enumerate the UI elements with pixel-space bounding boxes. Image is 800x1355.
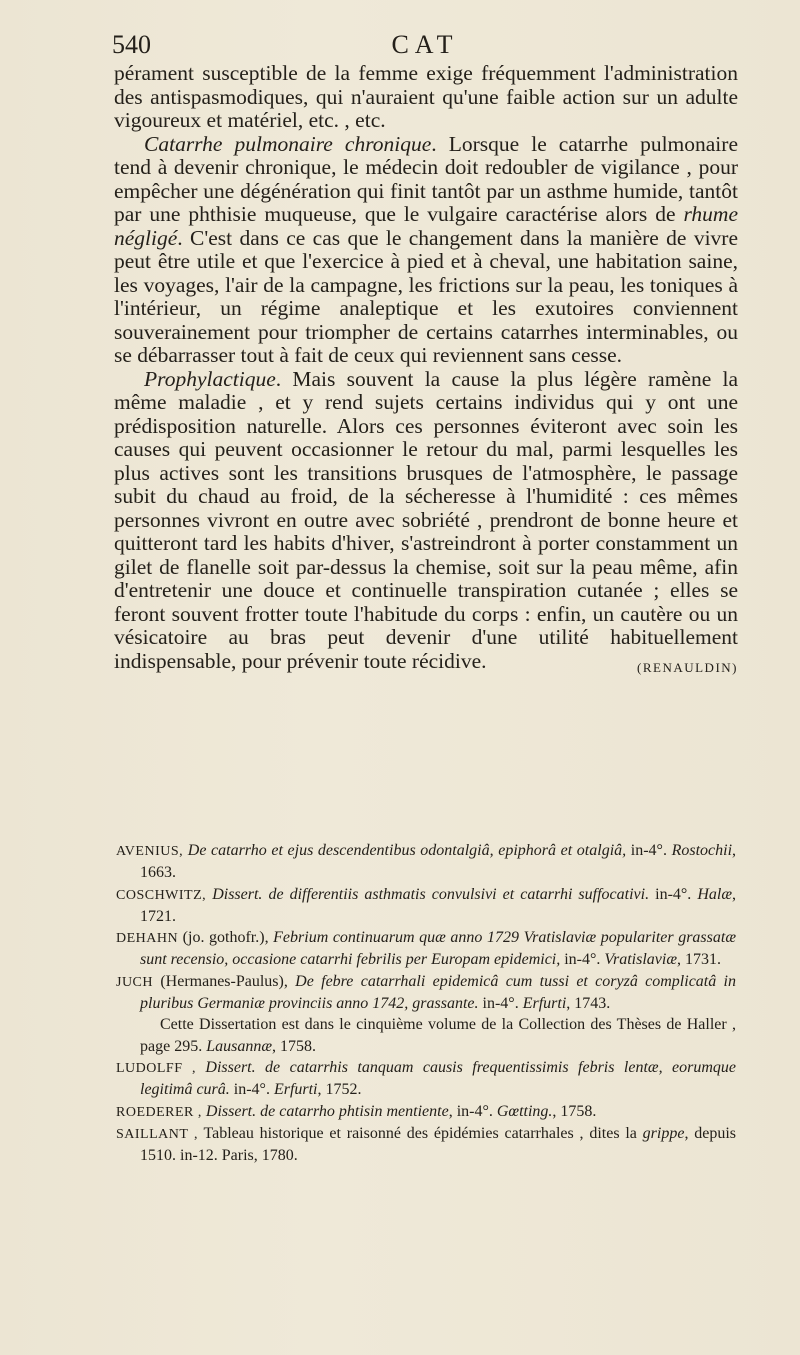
main-text [114, 62, 738, 679]
section-title-catarrhe: Catarrhe pulmonaire chronique [144, 131, 432, 156]
ref-avenius: AVENIUS, De catarrho et ejus descendentibus odontalgiâ, epiphorâ et otalgiâ, in-4°. Rostochii, 1663. [116, 842, 737, 882]
bibliography [116, 840, 736, 1166]
paragraph-3: Prophylactique. Mais souvent la cause la plus légère ramène la même maladie , et y rend sujets certains individus qui y ont une prédisposition naturelle. Alors ces personnes éviteront avec soin les causes qui peuvent occasionner le retour du mal, parmi lesquelles les plus actives sont les transitions brusques de l'atmosphère, le passage subit du chaud au froid, de la sécheresse à l'humidité : ces mêmes personnes vivront en outre avec sobriété , prendront de bonne heure et quitteront tard les habits d'hiver, s'astreindront à porter constamment un gilet de flanelle soit par-dessus la chemise, soit sur la peau même, afin d'entretenir une douce et continuelle transpiration cutanée ; elles se feront souvent frotter toute l'habitude du corps : enfin, un cautère ou un vésicatoire au bras peut devenir d'une utilité habituellement indispensable, pour prévenir toute récidive. (RENAULDIN) [114, 368, 738, 674]
ref-juch: JUCH (Hermanes-Paulus), De febre catarrhali epidemicâ cum tussi et coryzâ complicatâ in pluribus Germaniæ provinciis anno 1742, grassante. in-4°. Erfurti, 1743. [116, 972, 736, 1013]
ref-roederer: ROEDERER , Dissert. de catarrho phtisin mentiente, in-4°. Gœtting., 1758. [116, 1102, 597, 1120]
page-number: 540 [112, 30, 151, 59]
ref-ludolff: LUDOLFF , Dissert. de catarrhis tanquam causis frequentissimis febris lentæ, eorumque legitimâ curâ. in-4°. Erfurti, 1752. [116, 1058, 736, 1099]
author-signature: (RENAULDIN) [637, 659, 738, 675]
paragraph-2: Catarrhe pulmonaire chronique. Lorsque le catarrhe pulmonaire tend à devenir chronique, le médecin doit redoubler de vigilance , pour empêcher une dégénération qui finit tantôt par un asthme humide, tantôt par une phthisie muqueuse, que le vulgaire caractérise alors de rhume négligé. C'est dans ce cas que le changement dans la manière de vivre peut être utile et que l'exercice à pied et à cheval, une habitation saine, les voyages, l'air de la campagne, les frictions sur la peau, les toniques à l'intérieur, un régime analeptique et les exutoires conviennent souverainement pour triompher de certains catarrhes interminables, ou se débarrasser tout à fait de ceux qui reviennent sans cesse. [114, 131, 738, 367]
term-rhume-neglige: rhume négligé [114, 202, 738, 250]
ref-note-haller: Cette Dissertation est dans le cinquième volume de la Collection des Thèses de Haller , page 295. Lausannæ, 1758. [140, 1016, 736, 1055]
ref-coschwitz: COSCHWITZ, Dissert. de differentiis asthmatis convulsivi et catarrhi suffocativi. in-4°. Halæ, 1721. [116, 885, 737, 925]
ref-saillant: SAILLANT , Tableau historique et raisonné des épidémies catarrhales , dites la grippe, depuis 1510. in-12. Paris, 1780. [116, 1124, 736, 1165]
section-title-prophylactique: Prophylactique [144, 366, 276, 391]
ref-dehahn: DEHAHN (jo. gothofr.), Febrium continuarum quæ anno 1729 Vratislaviæ populariter grassatæ sunt recensio, occasione catarrhi febrilis per Europam epidemici, in-4°. Vratislaviæ, 1731. [116, 929, 736, 969]
page-header [112, 30, 738, 62]
running-head: CAT [391, 30, 459, 59]
paragraph-1: pérament susceptible de la femme exige fréquemment l'administration des antispasmodiques, qui n'auraient qu'une faible action sur un adulte vigoureux et matériel, etc. , etc. [114, 61, 738, 132]
